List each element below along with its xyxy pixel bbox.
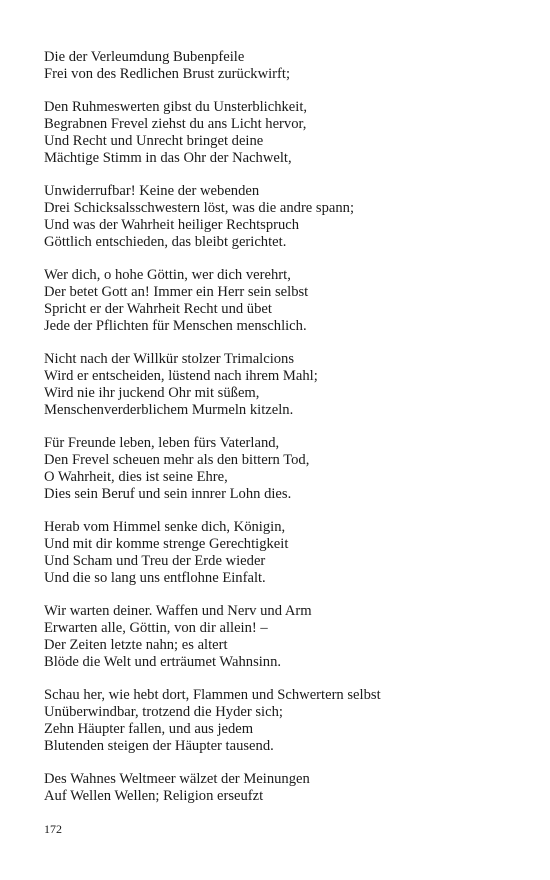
stanza-7	[44, 519, 524, 586]
poem-line: Drei Schicksalsschwestern löst, was die andre spann;	[44, 200, 355, 217]
poem-line: Der betet Gott an! Immer ein Herr sein selbst	[44, 284, 309, 301]
poem-line: Den Ruhmeswerten gibst du Unsterblichkeit,	[44, 99, 308, 116]
stanza-3	[44, 183, 524, 250]
poem-line: Dies sein Beruf und sein innrer Lohn dies.	[44, 485, 292, 502]
poem-line: Und Scham und Treu der Erde wieder	[44, 552, 266, 569]
poem-line: Nicht nach der Willkür stolzer Trimalcions	[44, 351, 295, 368]
poem-line: Jede der Pflichten für Menschen menschlich.	[44, 317, 307, 334]
poem-line: Herab vom Himmel senke dich, Königin,	[44, 519, 286, 536]
stanza-5	[44, 351, 524, 418]
stanza-8	[44, 603, 524, 670]
poem-line: Begrabnen Frevel ziehst du ans Licht hervor,	[44, 116, 307, 133]
poem-line: Die der Verleumdung Bubenpfeile	[44, 49, 245, 65]
poem-line: Wer dich, o hohe Göttin, wer dich verehrt,	[44, 267, 291, 284]
poem-line: Wir warten deiner. Waffen und Nerv und Arm	[44, 603, 312, 620]
poem-line: Und die so lang uns entflohne Einfalt.	[44, 569, 266, 586]
stanza-4	[44, 267, 524, 334]
page-number: 172	[44, 822, 62, 836]
stanza-9	[44, 687, 524, 754]
stanza-10	[44, 771, 524, 805]
poem-line: Blutenden steigen der Häupter tausend.	[44, 737, 274, 754]
poem-line: Auf Wellen Wellen; Religion erseufzt	[44, 788, 264, 805]
poem-line: Den Frevel scheuen mehr als den bittern Tod,	[44, 452, 310, 469]
poem-line: Unwiderrufbar! Keine der webenden	[44, 183, 260, 200]
poem-line: Wird er entscheiden, lüstend nach ihrem Mahl;	[44, 368, 318, 385]
poem-line: Schau her, wie hebt dort, Flammen und Schwertern selbst	[44, 687, 381, 704]
poem-line: Blöde die Welt und erträumet Wahnsinn.	[44, 653, 282, 670]
poem-line: Der Zeiten letzte nahn; es altert	[44, 636, 228, 653]
poem-line: Spricht er der Wahrheit Recht und übet	[44, 300, 272, 317]
poem-line: Wird nie ihr juckend Ohr mit süßem,	[44, 384, 260, 401]
poem-line: Menschenverderblichem Murmeln kitzeln.	[44, 401, 294, 418]
poem-line: Des Wahnes Weltmeer wälzet der Meinungen	[44, 771, 310, 788]
poem-body	[44, 49, 524, 822]
poem-line: Für Freunde leben, leben fürs Vaterland,	[44, 435, 280, 452]
poem-line: Zehn Häupter fallen, und aus jedem	[44, 720, 254, 737]
poem-line: O Wahrheit, dies ist seine Ehre,	[44, 468, 228, 485]
poem-line: Und Recht und Unrecht bringet deine	[44, 132, 264, 149]
poem-line: Frei von des Redlichen Brust zurückwirft;	[44, 65, 291, 82]
stanza-1	[44, 49, 524, 83]
poem-line: Unüberwindbar, trotzend die Hyder sich;	[44, 704, 283, 721]
stanza-2	[44, 99, 524, 166]
poem-line: Göttlich entschieden, das bleibt gerichtet.	[44, 233, 287, 250]
poem-line: Und was der Wahrheit heiliger Rechtspruch	[44, 216, 300, 233]
poem-line: Erwarten alle, Göttin, von dir allein! –	[44, 620, 268, 637]
poem-line: Und mit dir komme strenge Gerechtigkeit	[44, 536, 289, 553]
stanza-6	[44, 435, 524, 502]
poem-line: Mächtige Stimm in das Ohr der Nachwelt,	[44, 149, 292, 166]
